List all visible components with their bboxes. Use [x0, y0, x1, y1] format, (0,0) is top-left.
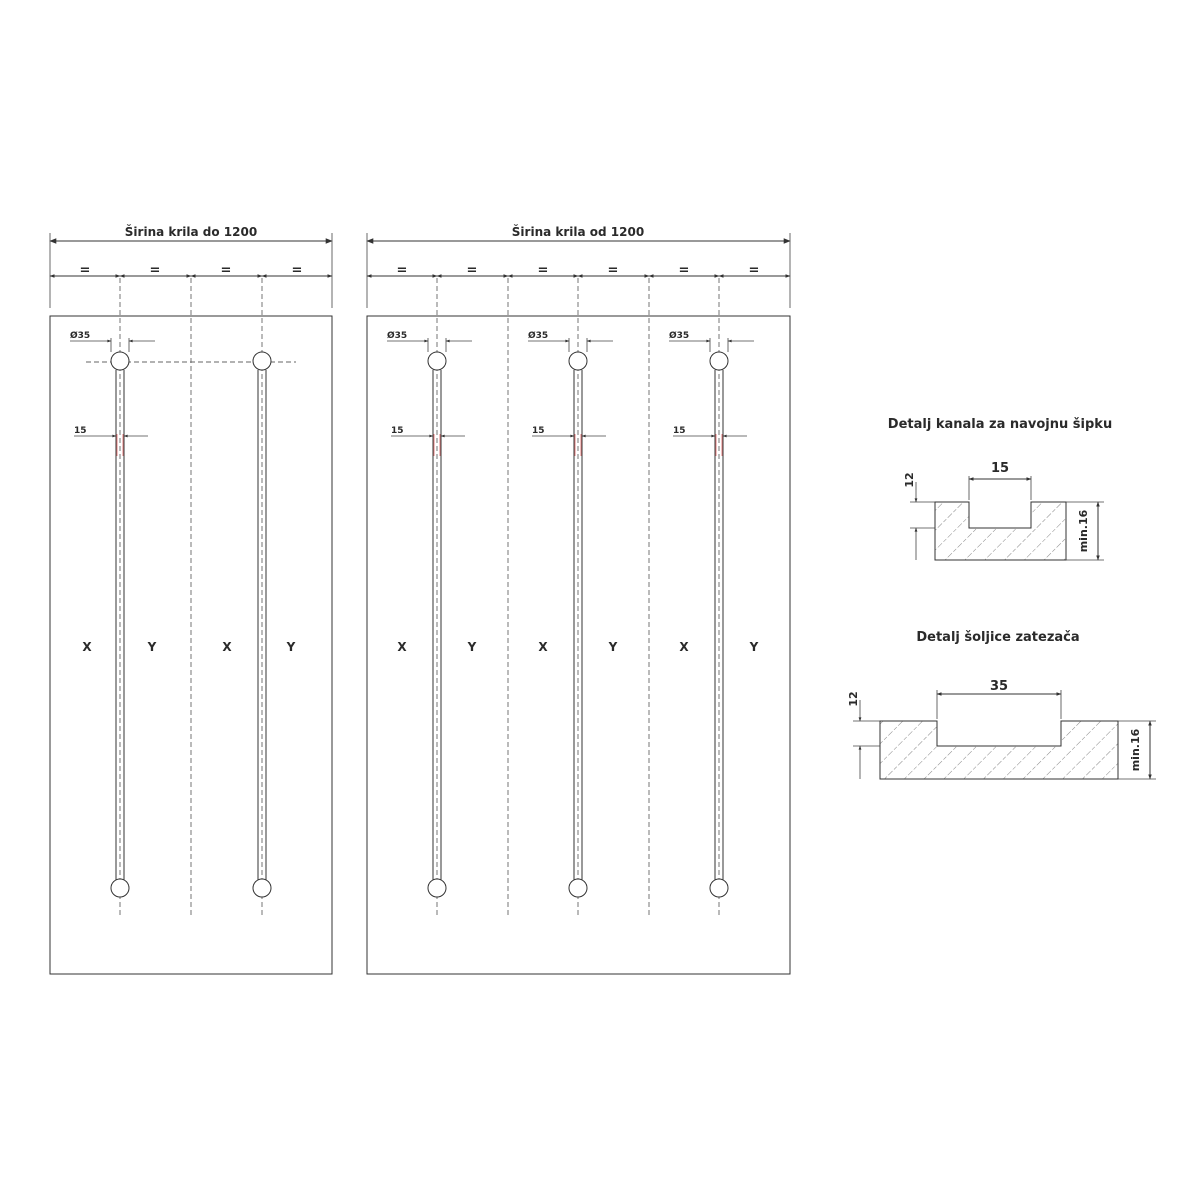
x-label: X: [82, 640, 92, 654]
svg-text:Ø35: Ø35: [669, 331, 690, 341]
thickness-dimension: min.16: [1077, 509, 1090, 553]
door-panel-outline: [367, 316, 790, 974]
channel-width-callout: [532, 426, 606, 436]
x-label: X: [538, 640, 548, 654]
y-label: Y: [286, 640, 296, 654]
hole-diameter-callout: [70, 330, 155, 352]
depth-dimension: 12: [903, 472, 916, 488]
svg-text:Ø35: Ø35: [70, 331, 91, 341]
equal-sign: =: [607, 263, 619, 278]
tensioner-hole: [710, 879, 728, 897]
y-label: Y: [608, 640, 618, 654]
equal-divisions: [50, 263, 332, 278]
equal-sign: =: [678, 263, 690, 278]
x-label: X: [397, 640, 407, 654]
y-label: Y: [147, 640, 157, 654]
detail-channel: [888, 417, 1112, 560]
tensioner-hole: [253, 879, 271, 897]
hole-diameter-callout: [387, 330, 472, 352]
hole-diameter-callout: [528, 330, 613, 352]
hole-diameter-callout: [669, 330, 754, 352]
equal-sign: =: [149, 263, 161, 278]
channel-width-callout: [673, 426, 747, 436]
detail-title: Detalj šoljice zatezača: [916, 630, 1080, 645]
equal-sign: =: [537, 263, 549, 278]
panel-narrow: [50, 224, 332, 974]
tensioner-hole: [253, 352, 271, 370]
tensioner-hole: [428, 352, 446, 370]
depth-dimension: 12: [847, 691, 860, 707]
panel-title: Širina krila do 1200: [124, 225, 258, 239]
tensioner-hole: [428, 879, 446, 897]
channel-width-callout: [391, 426, 465, 436]
x-label: X: [679, 640, 689, 654]
svg-text:Ø35: Ø35: [528, 331, 549, 341]
tensioner-hole: [569, 352, 587, 370]
equal-divisions: [367, 263, 790, 278]
equal-sign: =: [396, 263, 408, 278]
equal-sign: =: [748, 263, 760, 278]
panel-title: Širina krila od 1200: [511, 225, 645, 239]
width-dimension: 15: [990, 461, 1010, 476]
svg-text:15: 15: [532, 426, 545, 436]
svg-text:Ø35: Ø35: [387, 331, 408, 341]
hatched-section: [935, 502, 1066, 560]
detail-title: Detalj kanala za navojnu šipku: [887, 417, 1113, 432]
panel-wide: [367, 224, 790, 974]
detail-tensioner-cup: [847, 630, 1156, 779]
svg-text:15: 15: [391, 426, 404, 436]
channel-width-callout: [74, 426, 148, 436]
equal-sign: =: [291, 263, 303, 278]
y-label: Y: [467, 640, 477, 654]
equal-sign: =: [79, 263, 91, 278]
tensioner-hole: [569, 879, 587, 897]
svg-text:15: 15: [74, 426, 87, 436]
tensioner-hole: [710, 352, 728, 370]
equal-sign: =: [220, 263, 232, 278]
tensioner-hole: [111, 352, 129, 370]
svg-text:15: 15: [673, 426, 686, 436]
x-label: X: [222, 640, 232, 654]
thickness-dimension: min.16: [1129, 728, 1142, 772]
tensioner-hole: [111, 879, 129, 897]
width-dimension: 35: [989, 679, 1009, 694]
hatched-section: [880, 721, 1118, 779]
y-label: Y: [749, 640, 759, 654]
equal-sign: =: [466, 263, 478, 278]
